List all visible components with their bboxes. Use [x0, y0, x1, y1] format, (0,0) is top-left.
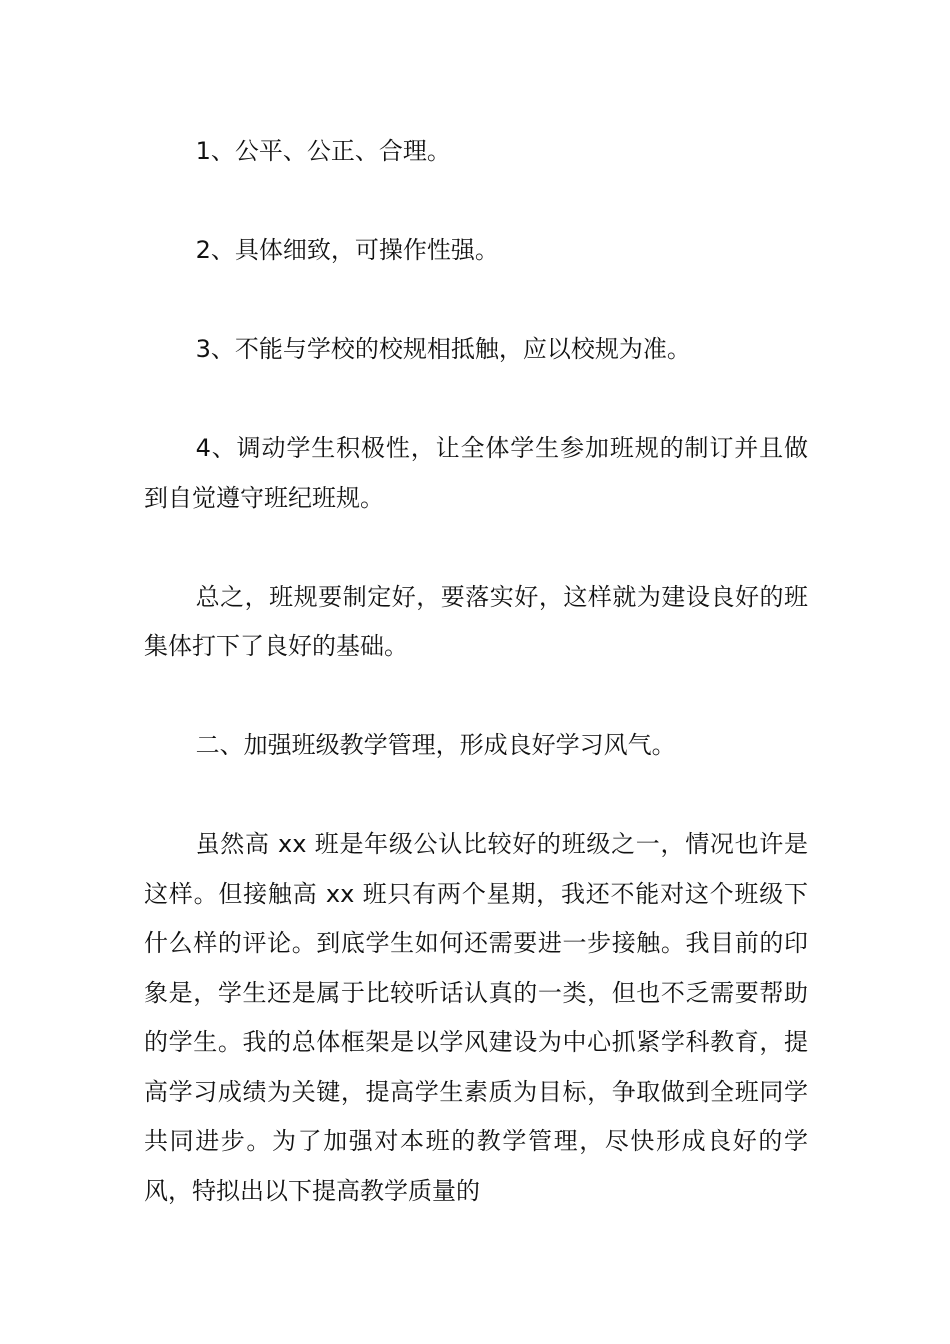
list-item-specific-detailed: 2、具体细致，可操作性强。 — [195, 236, 499, 264]
summary-paragraph: 总之，班规要制定好，要落实好，这样就为建设良好的班集体打下了良好的基础。 — [144, 582, 808, 660]
list-item-school-rules: 3、不能与学校的校规相抵触，应以校规为准。 — [195, 335, 691, 363]
section-heading-teaching-management: 二、加强班级教学管理，形成良好学习风气。 — [195, 731, 676, 759]
list-item-student-initiative: 4、调动学生积极性，让全体学生参加班规的制订并且做到自觉遵守班纪班规。 — [144, 434, 808, 512]
document-body — [144, 127, 808, 1216]
body-paragraph-class-assessment: 虽然高 xx 班是年级公认比较好的班级之一，情况也许是这样。但接触高 xx 班只有两个星期，我还不能对这个班级下什么样的评论。到底学生如何还需要进一步接触。我目前的印象是，学生还是属于比较听话认真的一类，但也不乏需要帮助的学生。我的总体框架是以学风建设为中心抓紧学科教育，提高学习成绩为关键，提高学生素质为目标，争取做到全班同学共同进步。为了加强对本班的教学管理，尽快形成良好的学风，特拟出以下提高教学质量的 — [144, 830, 808, 1205]
list-item-fairness: 1、公平、公正、合理。 — [195, 137, 451, 165]
